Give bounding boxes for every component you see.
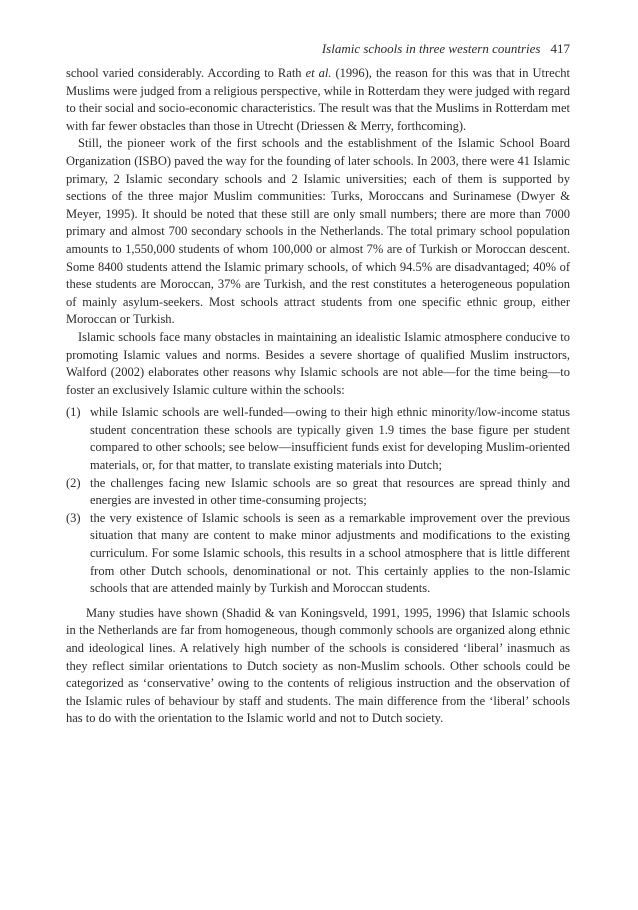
list-item-number: (3) [66,510,81,525]
running-head-title: Islamic schools in three western countries [321,41,541,56]
paragraph-2: Still, the pioneer work of the first schools and the establishment of the Islamic School Board Organization (ISBO) paved the way for the founding of later schools. In 2003, there were 41 Islamic primary, 2 Islamic secondary schools and 2 Islamic universities; each of them is supported by sections of the three major Muslim communities: Turks, Moroccans and Surinamese (Dwyer & Meyer, 1995). It should be noted that these still are only small numbers; there are more than 7000 primary and almost 700 secondary schools in the Netherlands. The total primary school population amounts to 1,550,000 students of whom 100,000 or almost 7% are of Turkish or Moroccan descent. Some 8400 students attend the Islamic primary schools, of which 94.5% are disadvantaged; 40% of these students are Moroccan, 37% are Turkish, and the rest constitutes a heterogeneous population of mainly asylum-seekers. Most schools attract students from one specific ethnic group, either Moroccan or Turkish. [66,136,570,327]
paragraph-1-after: (1996), the reason for this was that in Utrecht Muslims were judged from a religious perspective, while in Rotterdam they were judged with regard to their social and socio-economic characteristics. The result was that the Muslims in Rotterdam met with far fewer obstacles than those in Utrecht (Driessen & Merry, forthcoming). [66,66,570,133]
page-number: 417 [550,41,570,56]
paragraph-1 [66,65,570,135]
list-item-text: while Islamic schools are well-funded—owing to their high ethnic minority/low-income status student concentration these schools are typically given 1.9 times the base figure per student compared to other schools; see below—insufficient funds exist for developing Muslim-oriented materials, or, for that matter, to translate existing materials into Dutch; [90,405,570,473]
list-item [66,475,570,510]
list-item [66,404,570,474]
running-head [66,40,570,58]
paragraph-1-before: school varied considerably. According to Rath [66,66,306,80]
paragraph-1-etal: et al. [305,66,332,80]
list-item-text: the challenges facing new Islamic schools are so great that resources are spread thinly and energies are invested in other time-consuming projects; [90,475,570,508]
list-item-number: (2) [66,475,81,490]
body-text [66,65,570,728]
list-item [66,510,570,598]
paragraph-4: Many studies have shown (Shadid & van Koningsveld, 1991, 1995, 1996) that Islamic schools in the Netherlands are far from homogeneous, though commonly schools are organized along ethnic and ideological lines. A relatively high number of the schools is considered ‘liberal’ inasmuch as they reflect similar orientations to Dutch society as non-Muslim schools. Other schools could be categorized as ‘conservative’ owing to the contents of religious instruction and the observation of the Islamic rules of behaviour by staff and students. The main difference from the ‘liberal’ schools has to do with the orientation to the Islamic world and not to Dutch society. [66,605,570,726]
list-item-text: the very existence of Islamic schools is seen as a remarkable improvement over the previous situation that many are content to make minor adjustments and modifications to the existing curriculum. For some Islamic schools, this results in a school atmosphere that is little different from other Dutch schools, denominational or not. This certainly applies to the non-Islamic schools that are attended mainly by Turkish and Moroccan students. [90,510,570,596]
list-item-number: (1) [66,405,81,420]
numbered-list [66,404,570,598]
paragraph-3: Islamic schools face many obstacles in maintaining an idealistic Islamic atmosphere conducive to promoting Islamic values and norms. Besides a severe shortage of qualified Muslim instructors, Walford (2002) elaborates other reasons why Islamic schools are not able—for the time being—to foster an exclusively Islamic culture within the schools: [66,329,570,397]
